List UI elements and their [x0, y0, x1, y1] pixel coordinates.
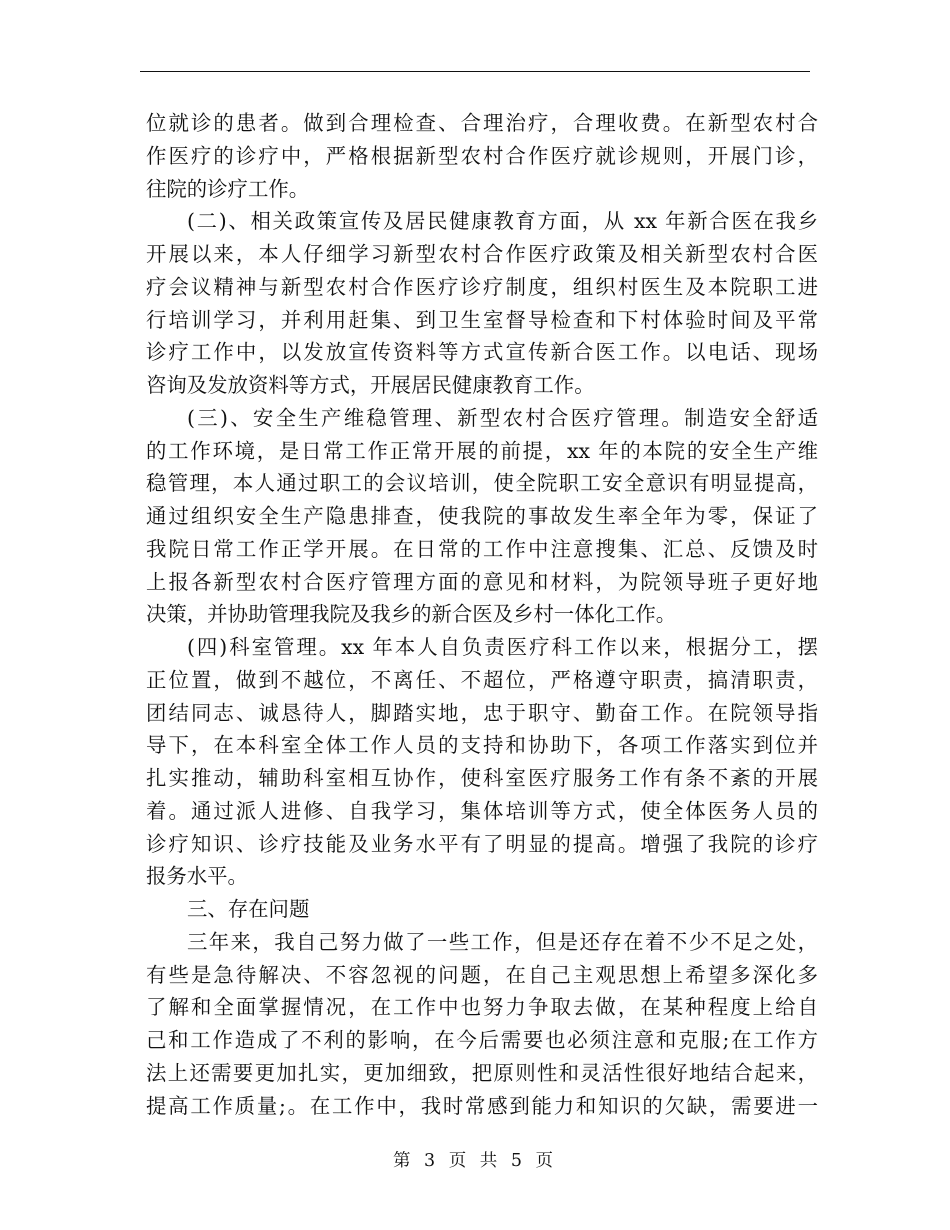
- header-rule: [140, 71, 810, 72]
- text-line: 决策，并协助管理我院及我乡的新合医及乡村一体化工作。: [146, 602, 677, 627]
- text-line: 稳管理，本人通过职工的会议培训，使全院职工安全意识有明显提高，: [146, 471, 818, 496]
- text-line: 提高工作质量;。在工作中，我时常感到能力和知识的欠缺，需要进一: [146, 1093, 818, 1118]
- text-line: 正位置，做到不越位，不离任、不超位，严格遵守职责，搞清职责，: [146, 667, 818, 692]
- text-line: 行培训学习，并利用赶集、到卫生室督导检查和下村体验时间及平常: [146, 307, 818, 332]
- text-line: 法上还需要更加扎实，更加细致，把原则性和灵活性很好地结合起来，: [146, 1060, 818, 1085]
- text-line: (四)科室管理。xx 年本人自负责医疗科工作以来，根据分工，摆: [187, 635, 818, 659]
- text-line: 往院的诊疗工作。: [146, 176, 310, 201]
- text-line: 诊疗知识、诊疗技能及业务水平有了明显的提高。增强了我院的诊疗: [146, 831, 818, 856]
- text-line: 疗会议精神与新型农村合作医疗诊疗制度，组织村医生及本院职工进: [146, 274, 818, 299]
- text-line: 团结同志、诚恳待人，脚踏实地，忠于职守、勤奋工作。在院领导指: [146, 700, 818, 725]
- document-body: [146, 107, 818, 1122]
- text-line: 位就诊的患者。做到合理检查、合理治疗，合理收费。在新型农村合: [146, 111, 818, 135]
- text-line: 三年来，我自己努力做了一些工作，但是还存在着不少不足之处，: [187, 929, 818, 954]
- text-line: (二)、相关政策宣传及居民健康教育方面，从 xx 年新合医在我乡: [187, 209, 818, 234]
- text-line: 有些是急待解决、不容忽视的问题，在自己主观思想上希望多深化多: [146, 962, 818, 987]
- text-line: 扎实推动，辅助科室相互协作，使科室医疗服务工作有条不紊的开展: [146, 766, 818, 790]
- text-line: 上报各新型农村合医疗管理方面的意见和材料，为院领导班子更好地: [146, 569, 818, 594]
- text-line: 作医疗的诊疗中，严格根据新型农村合作医疗就诊规则，开展门诊，: [146, 143, 818, 168]
- text-line: 通过组织安全生产隐患排查，使我院的事故发生率全年为零，保证了: [146, 504, 818, 528]
- text-line: 报务水平。: [146, 864, 248, 889]
- text-line: 己和工作造成了不利的影响，在今后需要也必须注意和克服;在工作方: [146, 1028, 818, 1052]
- text-line: 的工作环境，是日常工作正常开展的前提，xx 年的本院的安全生产维: [146, 438, 818, 463]
- text-line: 我院日常工作正学开展。在日常的工作中注意搜集、汇总、反馈及时: [146, 536, 818, 561]
- text-line: 导下，在本科室全体工作人员的支持和协助下，各项工作落实到位并: [146, 733, 818, 758]
- text-line: 三、存在问题: [187, 897, 310, 921]
- page-number-footer: 第 3 页 共 5 页: [392, 1151, 558, 1171]
- text-line: 着。通过派人进修、自我学习，集体培训等方式，使全体医务人员的: [146, 798, 818, 823]
- text-line: 了解和全面掌握情况，在工作中也努力争取去做，在某种程度上给自: [146, 995, 818, 1020]
- text-line: 诊疗工作中，以发放宣传资料等方式宣传新合医工作。以电话、现场: [146, 340, 818, 365]
- text-line: 开展以来，本人仔细学习新型农村合作医疗政策及相关新型农村合医: [146, 242, 818, 266]
- text-line: 咨询及发放资料等方式，开展居民健康教育工作。: [146, 373, 595, 397]
- text-line: (三)、安全生产维稳管理、新型农村合医疗管理。制造安全舒适: [187, 405, 818, 430]
